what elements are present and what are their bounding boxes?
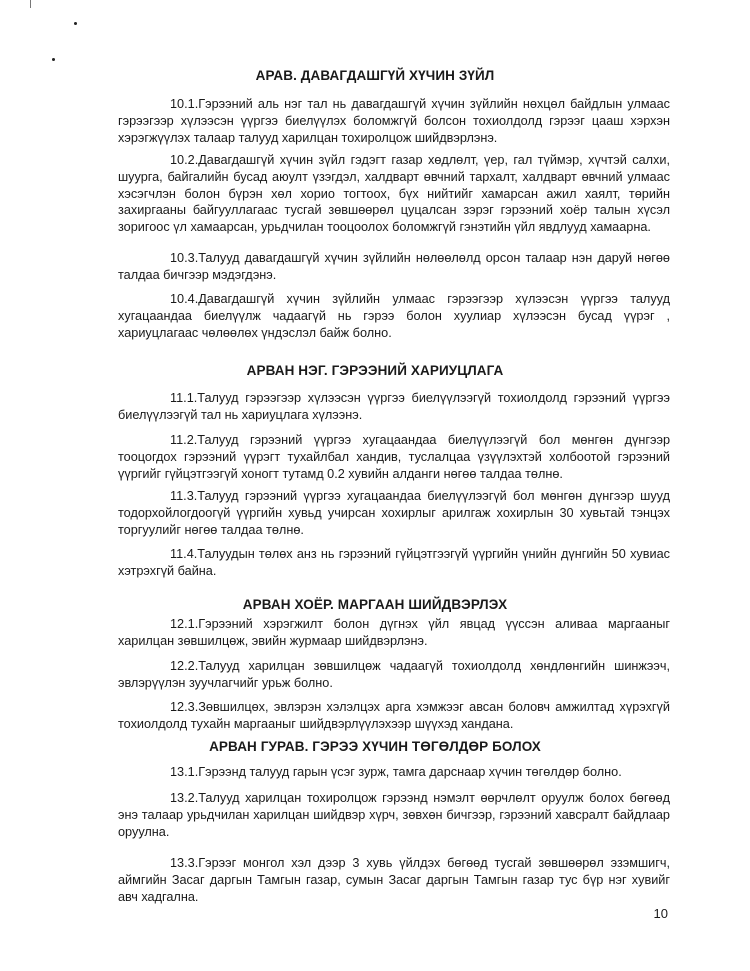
section-heading: АРВАН ГУРАВ. ГЭРЭЭ ХҮЧИН ТӨГӨЛДӨР БОЛОХ: [209, 739, 541, 754]
paragraph: 11.2.Талууд гэрээний үүргээ хугацаандаа биелүүлээгүй бол мөнгөн дүнгээр тооцогдох гэрээний үүрэгт тухайлбал хандив, туслалцаа үзүүлэхтэй холбоотой гэрээний үүргийг гүйцэтгээгүй хоногт тутамд 0.2 хувийн алданги нөгөө талдаа төлнө.: [118, 433, 670, 481]
paragraph: 11.3.Талууд гэрээний үүргээ хугацаандаа биелүүлээгүй бол мөнгөн дүнгээр шууд тодорхойлогдоогүй үүргийн хувьд учирсан хохирлыг арилгаж хохирлын 30 хувьтай тэнцэх торгуулийг нөгөө талдаа төлнө.: [118, 489, 670, 537]
paragraph: 11.1.Талууд гэрээгээр хүлээсэн үүргээ биелүүлээгүй тохиолдолд гэрээний үүргээ биелүүлээгүй тал нь хариуцлага хүлээнэ.: [118, 391, 670, 422]
paragraph: 10.2.Давагдашгүй хүчин зүйл гэдэгт газар хөдлөлт, үер, гал түймэр, хүчтэй салхи, шуурга, байгалийн бусад аюулт үзэгдэл, халдварт өвчний тархалт, халдварт өвчний улмаас хэсэгчлэн болон бүрэн хөл хорио тогтоох, бүх нийтийг хамарсан ажил хаялт, төрийн захиргааны байгууллагаас тусгай зөвшөөрөл цуцалсан зэрэг гэрээний хоёр талын хүсэл зоригоос үл хамаарсан, урьдчилан тооцоолох боломжгүй гэнэтийн үйл явдлууд хамаарна.: [118, 153, 670, 235]
paragraph: 10.4.Давагдашгүй хүчин зүйлийн улмаас гэрээгээр хүлээсэн үүргээ талууд хугацаандаа биелүүлж чадаагүй нь гэрээ болон хуулиар хүлээсэн бусад үүрэг , хариуцлагаас чөлөөлөх үндэслэл байж болно.: [118, 292, 670, 340]
page-number: 10: [653, 906, 668, 921]
paragraph: 13.3.Гэрээг монгол хэл дээр 3 хувь үйлдэх бөгөөд тусгай зөвшөөрөл эзэмшигч, аймгийн Засаг даргын Тамгын газар, сумын Засаг даргын Тамгын газар тус бүр нэг хувийг авч хадгална.: [118, 856, 670, 904]
paragraph: 13.2.Талууд харилцан тохиролцож гэрээнд нэмэлт өөрчлөлт оруулж болох бөгөөд энэ талаар урьдчилан харилцан шийдвэр хүрч, зөвхөн бичгээр, гэрээний хавсралт байдлаар оруулна.: [118, 791, 670, 839]
paragraph: 10.3.Талууд давагдашгүй хүчин зүйлийн нөлөөлөлд орсон талаар нэн даруй нөгөө талдаа бичгээр мэдэгдэнэ.: [118, 251, 670, 282]
section-heading: АРВАН НЭГ. ГЭРЭЭНИЙ ХАРИУЦЛАГА: [246, 363, 504, 378]
section-heading: АРАВ. ДАВАГДАШГҮЙ ХҮЧИН ЗҮЙЛ: [255, 68, 495, 83]
paragraph: 11.4.Талуудын төлөх анз нь гэрээний гүйцэтгээгүй үүргийн үнийн дүнгийн 50 хувиас хэтрэхгүй байна.: [118, 547, 670, 578]
paragraph: 12.2.Талууд харилцан зөвшилцөж чадаагүй тохиолдолд хөндлөнгийн шинжээч, эвлэрүүлэн зуучлагчийг урьж болно.: [118, 659, 670, 690]
section-heading: АРВАН ХОЁР. МАРГААН ШИЙДВЭРЛЭХ: [242, 597, 508, 612]
paragraph: 10.1.Гэрээний аль нэг тал нь давагдашгүй хүчин зүйлийн нөхцөл байдлын улмаас гэрээгээр хүлээсэн үүргээ биелүүлэх боломжгүй болсон тохиолдолд гэрээг цааш хэрхэн хэрэгжүүлэх талаар талууд харилцан тохиролцож шийдвэрлэнэ.: [118, 97, 670, 145]
scan-speck: [52, 58, 55, 61]
paragraph: 13.1.Гэрээнд талууд гарын үсэг зурж, тамга дарснаар хүчин төгөлдөр болно.: [170, 765, 622, 779]
scan-speck: [74, 22, 77, 25]
paragraph: 12.1.Гэрээний хэрэгжилт болон дүгнэх үйл явцад үүссэн аливаа маргааныг харилцан зөвшилцөж, эвийн журмаар шийдвэрлэнэ.: [118, 617, 670, 648]
scan-edge-mark: [30, 0, 31, 8]
paragraph: 12.3.Зөвшилцөх, эвлэрэн хэлэлцэх арга хэмжээг авсан боловч амжилтад хүрэхгүй тохиолдолд тухайн маргааныг шийдвэрлүүлэхээр шүүхэд хандана.: [118, 700, 670, 731]
